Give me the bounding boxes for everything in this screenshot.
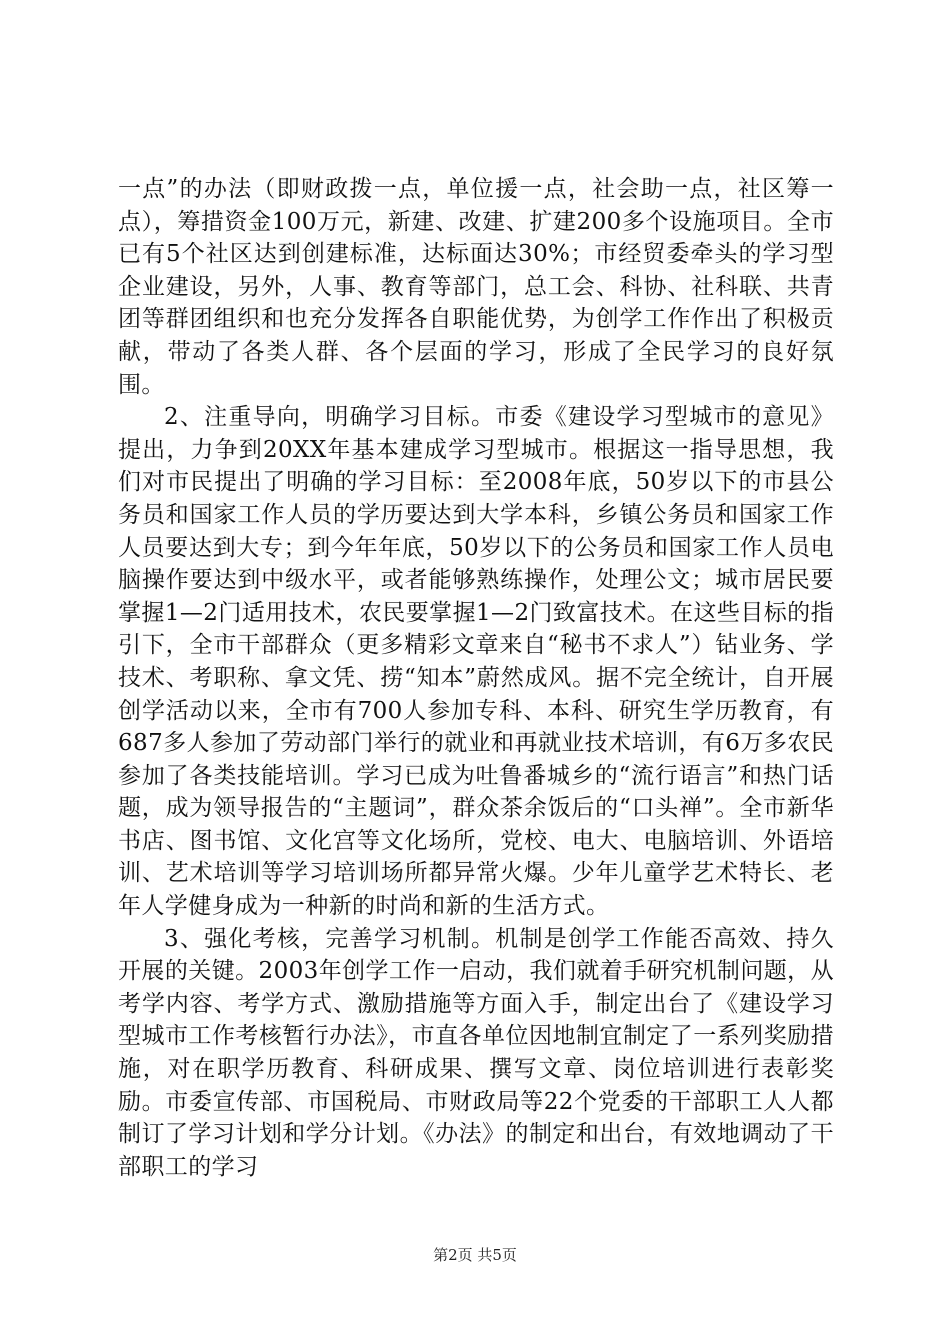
paragraph-2: 2、注重导向，明确学习目标。市委《建设学习型城市的意见》提出，力争到20XX年基本建成学习型城市。根据这一指导思想，我们对市民提出了明确的学习目标：至2008年底，50岁以下的市县公务员和国家工作人员的学历要达到大学本科，乡镇公务员和国家工作人员要达到大专；到今年年底，50岁以下的公务员和国家工作人员电脑操作要达到中级水平，或者能够熟练操作，处理公文；城市居民要掌握1—2门适用技术，农民要掌握1—2门致富技术。在这些目标的指引下，全市干部群众（更多精彩文章来自“秘书不求人”）钻业务、学技术、考职称、拿文凭、捞“知本”蔚然成风。据不完全统计，自开展创学活动以来，全市有700人参加专科、本科、研究生学历教育，有687多人参加了劳动部门举行的就业和再就业技术培训，有6万多农民参加了各类技能培训。学习已成为吐鲁番城乡的“流行语言”和热门话题，成为领导报告的“主题词”，群众茶余饭后的“口头禅”。全市新华书店、图书馆、文化宫等文化场所，党校、电大、电脑培训、外语培训、艺术培训等学习培训场所都异常火爆。少年儿童学艺术特长、老年人学健身成为一种新的时尚和新的生活方式。 xyxy=(118,404,834,920)
document-body xyxy=(118,173,834,1183)
paragraph-1: 一点”的办法（即财政拨一点，单位援一点，社会助一点，社区筹一点），筹措资金100万元，新建、改建、扩建200多个设施项目。全市已有5个社区达到创建标准，达标面达30%；市经贸委牵头的学习型企业建设，另外，人事、教育等部门，总工会、科协、社科联、共青团等群团组织和也充分发挥各自职能优势，为创学工作作出了积极贡献，带动了各类人群、各个层面的学习，形成了全民学习的良好氛围。 xyxy=(118,176,834,398)
paragraph-3: 3、强化考核，完善学习机制。机制是创学工作能否高效、持久开展的关键。2003年创学工作一启动，我们就着手研究机制问题，从考学内容、考学方式、激励措施等方面入手，制定出台了《建设学习型城市工作考核暂行办法》，市直各单位因地制宜制定了一系列奖励措施，对在职学历教育、科研成果、撰写文章、岗位培训进行表彰奖励。市委宣传部、市国税局、市财政局等22个党委的干部职工人人都制订了学习计划和学分计划。《办法》的制定和出台，有效地调动了干部职工的学习 xyxy=(118,925,834,1180)
page-footer: 第2页 共5页 xyxy=(433,1246,517,1264)
